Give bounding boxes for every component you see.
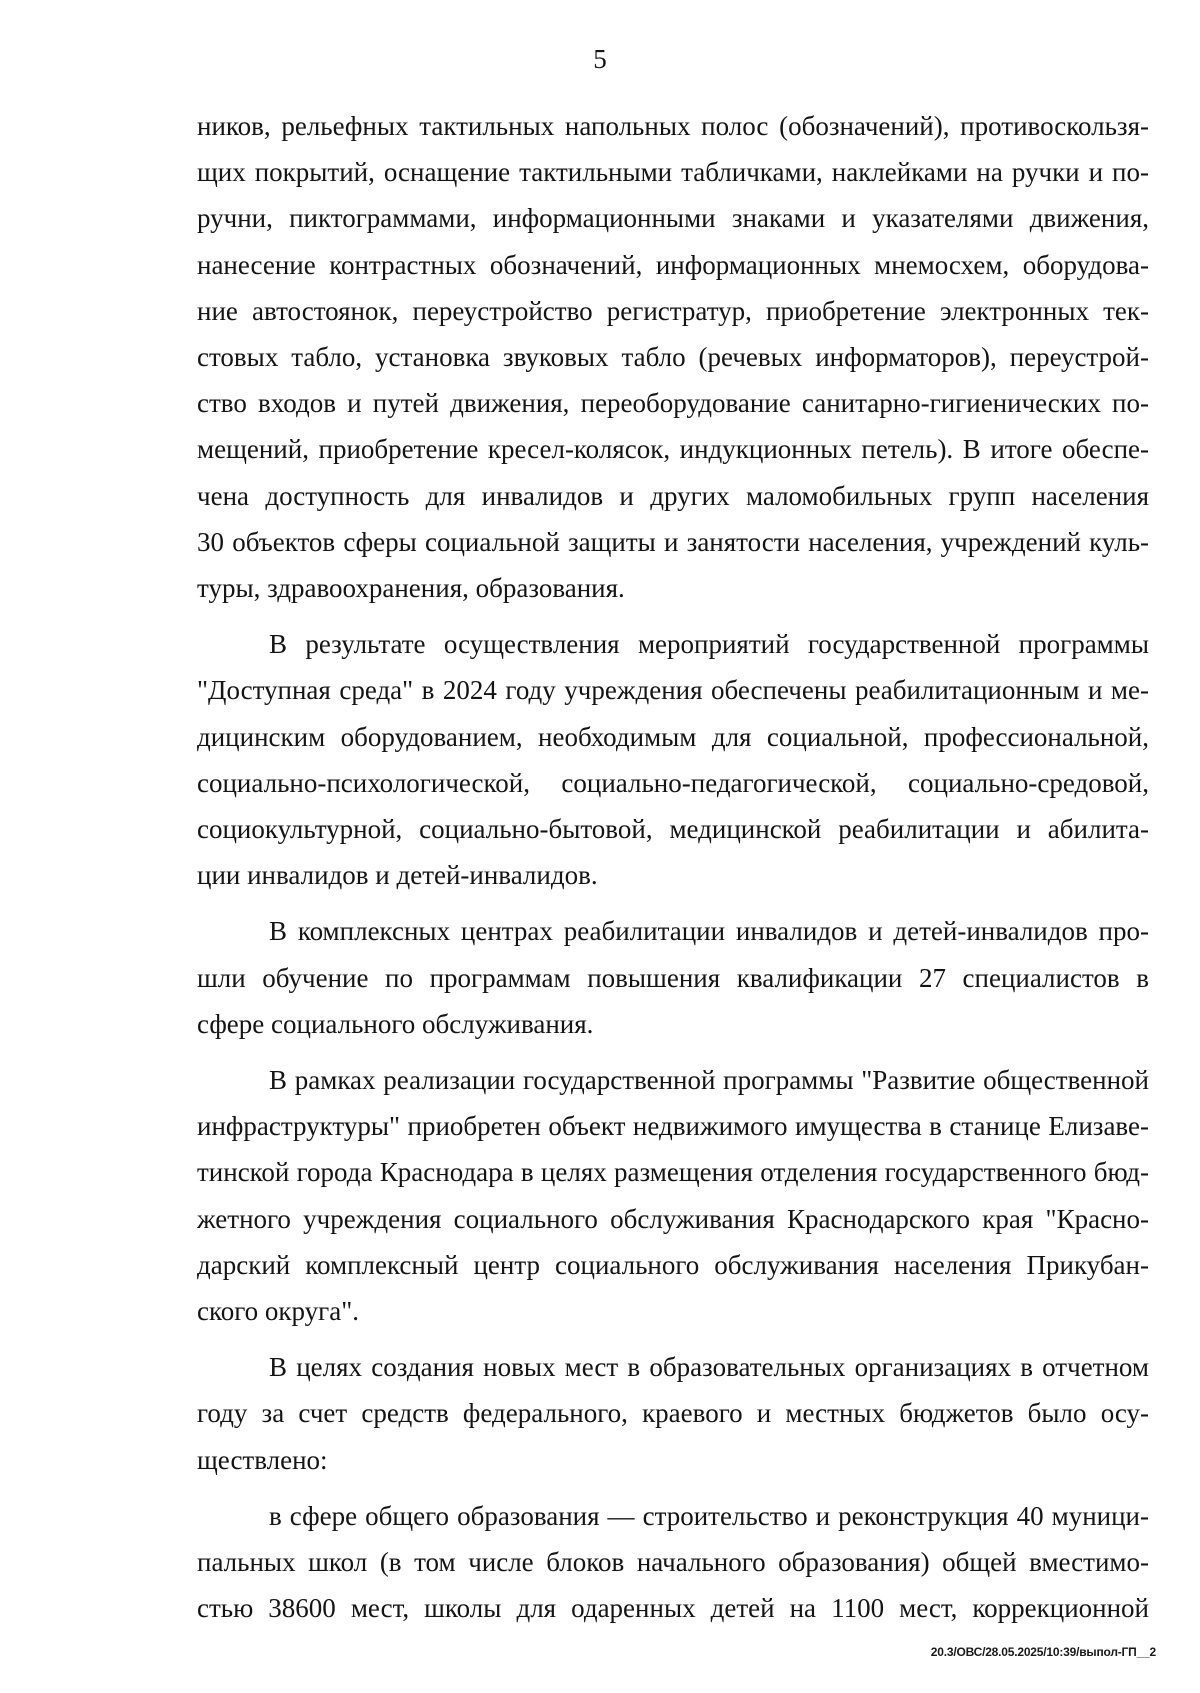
text-line: дарский комплексный центр социального обслуживания населения Прикубан- (197, 1249, 1149, 1280)
text-line: ского округа". (197, 1296, 359, 1327)
paragraph-rehabilitation-training (197, 908, 1149, 1047)
text-line: инфраструктуры" приобретен объект недвижимого имущества в станице Елизаве- (197, 1111, 1149, 1142)
paragraph-general-education (197, 1493, 1149, 1632)
text-line: в сфере общего образования — строительство и реконструкция 40 муници- (269, 1500, 1149, 1531)
text-line: сфере социального обслуживания. (197, 1008, 594, 1039)
text-line: туры, здравоохранения, образования. (197, 573, 625, 604)
text-line: ство входов и путей движения, переоборудование санитарно-гигиенических по- (197, 388, 1149, 419)
text-line: щих покрытий, оснащение тактильными табличками, наклейками на ручки и по- (197, 157, 1149, 188)
text-line: пальных школ (в том числе блоков начального образования) общей вместимо- (197, 1547, 1149, 1578)
text-line: шли обучение по программам повышения квалификации 27 специалистов в (197, 962, 1149, 993)
document-registration-code: 20.3/ОВС/28.05.2025/10:39/выпол-ГП__2 (930, 1645, 1156, 1659)
text-line: году за счет средств федерального, краевого и местных бюджетов было осу- (197, 1398, 1149, 1429)
text-line: мещений, приобретение кресел-колясок, индукционных петель). В итоге обеспе- (197, 434, 1149, 465)
text-line: ние автостоянок, переустройство регистратур, приобретение электронных тек- (197, 295, 1149, 326)
text-line: В комплексных центрах реабилитации инвалидов и детей-инвалидов про- (269, 916, 1149, 947)
text-line: нанесение контрастных обозначений, информационных мнемосхем, оборудова- (197, 249, 1149, 280)
paragraph-infrastructure-program (197, 1057, 1149, 1334)
text-line: ручни, пиктограммами, информационными знаками и указателями движения, (197, 203, 1149, 234)
text-line: В результате осуществления мероприятий государственной программы (269, 629, 1149, 660)
text-line: ции инвалидов и детей-инвалидов. (197, 860, 598, 891)
text-line: тинской города Краснодара в целях размещения отделения государственного бюд- (197, 1157, 1149, 1188)
paragraph-new-school-places (197, 1344, 1149, 1483)
text-line: жетного учреждения социального обслуживания Краснодарского края "Красно- (197, 1203, 1149, 1234)
text-line: ществлено: (197, 1444, 328, 1475)
paragraph-accessible-environment-program (197, 621, 1149, 898)
text-line: 30 объектов сферы социальной защиты и занятости населения, учреждений куль- (197, 526, 1149, 557)
text-line: социокультурной, социально-бытовой, медицинской реабилитации и абилита- (197, 814, 1149, 845)
document-body (197, 103, 1149, 1632)
text-line: В рамках реализации государственной программы "Развитие общественной (269, 1065, 1149, 1096)
text-line: дицинским оборудованием, необходимым для социальной, профессиональной, (197, 721, 1149, 752)
text-line: В целях создания новых мест в образовательных организациях в отчетном (269, 1352, 1149, 1383)
text-line: стовых табло, установка звуковых табло (речевых информаторов), переустрой- (197, 342, 1149, 373)
text-line: ников, рельефных тактильных напольных полос (обозначений), противоскользя- (197, 111, 1149, 141)
text-line: чена доступность для инвалидов и других маломобильных групп населения (197, 480, 1149, 511)
text-line: социально-психологической, социально-педагогической, социально-средовой, (197, 767, 1149, 798)
paragraph-accessibility-works (197, 103, 1149, 611)
text-line: "Доступная среда" в 2024 году учреждения обеспечены реабилитационным и ме- (197, 675, 1149, 706)
page-number: 5 (593, 44, 607, 74)
text-line: стью 38600 мест, школы для одаренных детей на 1100 мест, коррекционной (197, 1593, 1149, 1624)
